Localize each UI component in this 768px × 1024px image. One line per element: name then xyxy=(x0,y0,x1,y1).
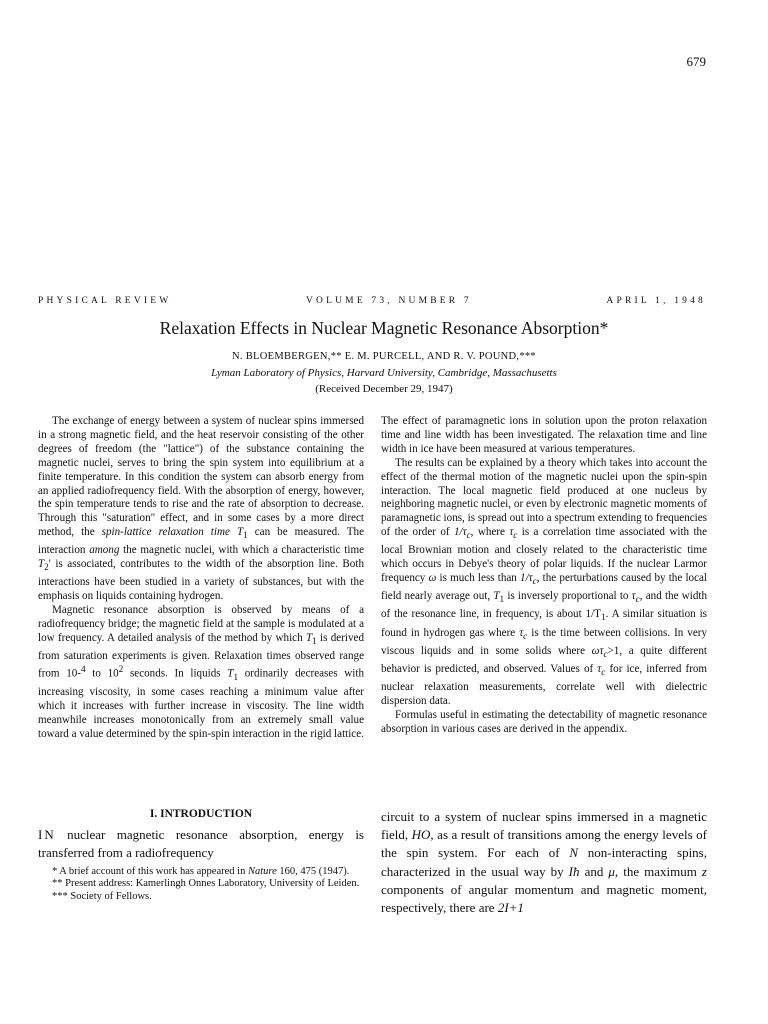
page-number: 679 xyxy=(686,54,706,69)
journal-volume: VOLUME 73, NUMBER 7 xyxy=(306,296,472,306)
abstract-paragraph: The results can be explained by a theory which takes into account the effect of the thermal motion of the magnetic nuclei upon the spin-spin interaction. The local magnetic field produced at one nucleus by neighboring magnetic nuclei, or even by electronic magnetic moments of paramagnetic ions, is spread out into a spectrum extending to frequencies of the order of $1/\tau_c$, where $\tau_c$ is a correlation time associated with the local Brownian motion and closely related to the characteristic time which occurs in Debye's theory of polar liquids. If the nuclear Larmor frequency ω is much less than $1/\tau_c$, the perturbations caused by the local field nearly average out, $T_1$ is inversely proportional to $\tau_c$, and the width of the resonance line, in frequency, is about $1/T_1$. A similar situation is found in hydrogen gas where $\tau_c$ is the time between collisions. In very viscous liquids and in some solids where $\omega\tau_c>1$, a quite different behavior is predicted, and observed. Values of $\tau_c$ for ice, inferred from nuclear relaxation measurements, correlate well with dielectric dispersion data. xyxy=(381,456,708,707)
paper-title: Relaxation Effects in Nuclear Magnetic Resonance Absorption* xyxy=(159,318,609,338)
section-heading: I. INTRODUCTION xyxy=(149,808,253,820)
journal-header xyxy=(38,296,706,306)
footnotes xyxy=(38,866,364,903)
authors: N. BLOEMBERGEN,** E. M. PURCELL, AND R. V. POUND,*** xyxy=(232,351,536,362)
footnote: *** Society of Fellows. xyxy=(52,890,152,902)
abstract-right-column xyxy=(381,415,707,737)
footnote: ** Present address: Kamerlingh Onnes Laboratory, University of Leiden. xyxy=(52,878,360,890)
abstract-paragraph: Magnetic resonance absorption is observed by means of a radiofrequency bridge; the magnetic field at the sample is modulated at a low frequency. A detailed analysis of the method by which $T_1$ is derived from saturation experiments is given. Relaxation times observed range from 10-$^4$ to $10^2$ seconds. In liquids $T_1$ ordinarily decreases with increasing viscosity, in some cases reaching a minimum value after which it increases with further increase in viscosity. The line width meanwhile increases monotonically from an extremely small value toward a value determined by the spin-spin interaction in the rigid lattice. xyxy=(38,604,364,740)
intro-text-right: circuit to a system of nuclear spins immersed in a magnetic field, HO, as a result of transitions among the energy levels of the spin system. For each of N non-interacting spins, characterized in the usual way by Iħ and μ, the maximum z components of angular momentum and magnetic moment, respectively, there are 2I+1 xyxy=(381,809,707,916)
intro-text-left: IN nuclear magnetic resonance absorption, energy is transferred from a radiofrequency xyxy=(38,827,364,860)
drop-cap: IN xyxy=(38,827,56,842)
abstract-left-column xyxy=(38,415,364,742)
affiliation: Lyman Laboratory of Physics, Harvard University, Cambridge, Massachusetts xyxy=(211,367,557,379)
abstract-paragraph: Formulas useful in estimating the detectability of magnetic resonance absorption in various cases are derived in the appendix. xyxy=(381,708,707,735)
abstract-paragraph: The exchange of energy between a system of nuclear spins immersed in a strong magnetic field, and the heat reservoir consisting of the other degrees of freedom (the "lattice") of the substance containing the magnetic nuclei, serves to bring the spin system into equilibrium at a finite temperature. In this condition the system can absorb energy from an applied radiofrequency field. With the absorption of energy, however, the spin temperature tends to rise and the rate of absorption to decrease. Through this "saturation" effect, and in some cases by a more direct method, the spin-lattice relaxation time $T_1$ can be measured. The interaction among the magnetic nuclei, with which a characteristic time $T_2'$ is associated, contributes to the width of the absorption line. Both interactions have been studied in a variety of substances, but with the emphasis on liquids containing hydrogen. xyxy=(38,415,365,603)
journal-date: APRIL 1, 1948 xyxy=(606,296,706,306)
footnote: * A brief account of this work has appeared in Nature 160, 475 (1947). xyxy=(52,866,350,877)
received-date: (Received December 29, 1947) xyxy=(315,383,453,395)
journal-name: PHYSICAL REVIEW xyxy=(38,296,172,306)
abstract-paragraph: The effect of paramagnetic ions in solution upon the proton relaxation time and line width has been investigated. The relaxation time and line width in ice have been measured at various temperatures. xyxy=(381,415,707,455)
